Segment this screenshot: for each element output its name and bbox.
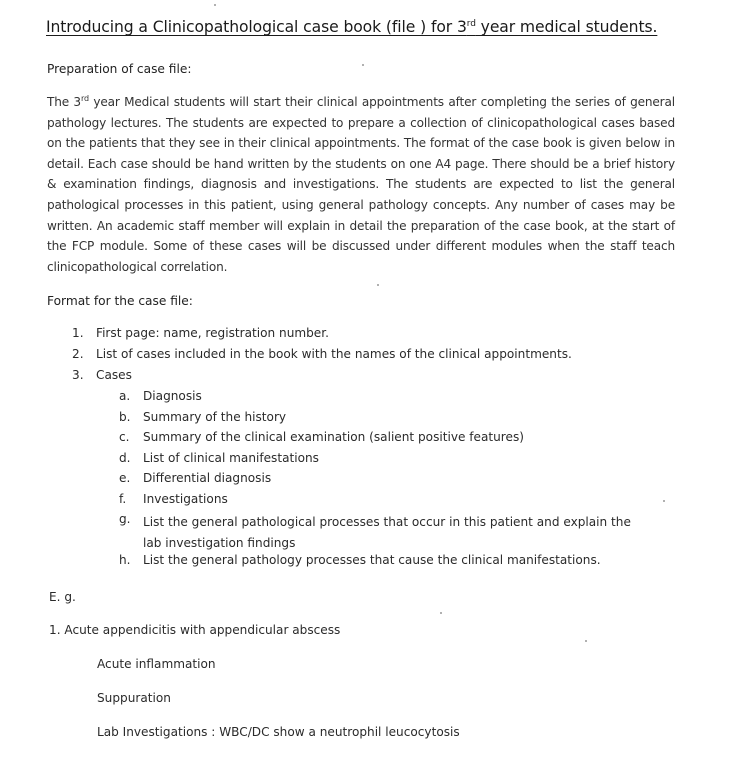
format-item [72, 326, 329, 340]
subitem-letter: h. [119, 553, 131, 567]
title-text-end: year medical students. [475, 18, 658, 36]
preparation-heading: Preparation of case file: [47, 62, 192, 76]
subitem-letter: a. [119, 389, 131, 403]
scan-speck [585, 640, 587, 642]
format-item-text: First page: name, registration number. [96, 326, 329, 340]
scan-speck [362, 64, 364, 66]
case-subitem [119, 553, 601, 567]
case-subitem [119, 389, 202, 403]
format-item-number: 2. [72, 347, 84, 361]
document-title [46, 18, 736, 36]
subitem-letter: d. [119, 450, 131, 465]
scan-speck [377, 284, 379, 286]
subitem-letter: f. [119, 491, 127, 506]
subitem-text: Investigations [143, 491, 228, 506]
subitem-text: Differential diagnosis [143, 471, 272, 485]
subitem-text: Summary of the clinical examination (salient positive features) [143, 430, 524, 444]
subitem-text: List the general pathology processes that cause the clinical manifestations. [143, 553, 601, 567]
format-item [72, 347, 572, 361]
example-case-title: 1. Acute appendicitis with appendicular abscess [49, 623, 341, 637]
case-subitem [119, 512, 643, 553]
case-subitem [119, 451, 319, 465]
subitem-text: List of clinical manifestations [143, 450, 319, 465]
subitem-letter: e. [119, 471, 131, 485]
title-text: Introducing a Clinicopathological case book (file ) for 3 [46, 18, 467, 36]
paragraph-start: The 3 [47, 95, 81, 109]
subitem-letter: b. [119, 409, 131, 424]
paragraph-body: year Medical students will start their clinical appointments after completing the series of general pathology lectures. The students are expected to prepare a collection of clinicopathological cases based on the patients that they see in their clinical appointments. The format of the case book is given below in detail. Each case should be hand written by the students on one A4 page. There should be a brief history & examination findings, diagnosis and investigations. The students are expected to list the general pathological processes in this patient, using general pathology concepts. Any number of cases may be written. An academic staff member will explain in detail the preparation of the case book, at the start of the FCP module. Some of these cases will be discussed under different modules when the staff teach clinicopathological correlation. [47, 95, 675, 274]
format-item-number: 3. [72, 368, 84, 382]
format-item-text: List of cases included in the book with the names of the clinical appointments. [96, 347, 572, 361]
format-item-number: 1. [72, 326, 84, 340]
title-superscript: rd [466, 18, 476, 29]
example-detail: Lab Investigations : WBC/DC show a neutrophil leucocytosis [97, 725, 460, 739]
subitem-letter: c. [119, 430, 130, 444]
case-subitem [119, 430, 524, 444]
case-subitem [119, 492, 228, 506]
example-detail: Suppuration [97, 691, 171, 705]
format-item [72, 368, 132, 382]
preparation-paragraph [47, 92, 675, 277]
format-heading: Format for the case file: [47, 294, 193, 308]
example-label: E. g. [49, 590, 76, 604]
scan-speck [214, 4, 216, 6]
scan-speck [440, 612, 442, 614]
subitem-letter: g. [119, 512, 131, 526]
case-subitem [119, 410, 286, 424]
subitem-text: List the general pathological processes that occur in this patient and explain the lab investigation findings [143, 515, 631, 550]
format-item-text: Cases [96, 368, 132, 382]
case-subitem [119, 471, 271, 485]
paragraph-superscript: rd [80, 93, 89, 103]
subitem-text: Summary of the history [143, 409, 287, 424]
example-detail: Acute inflammation [97, 657, 216, 671]
subitem-text: Diagnosis [143, 389, 202, 403]
scan-speck [663, 500, 665, 502]
